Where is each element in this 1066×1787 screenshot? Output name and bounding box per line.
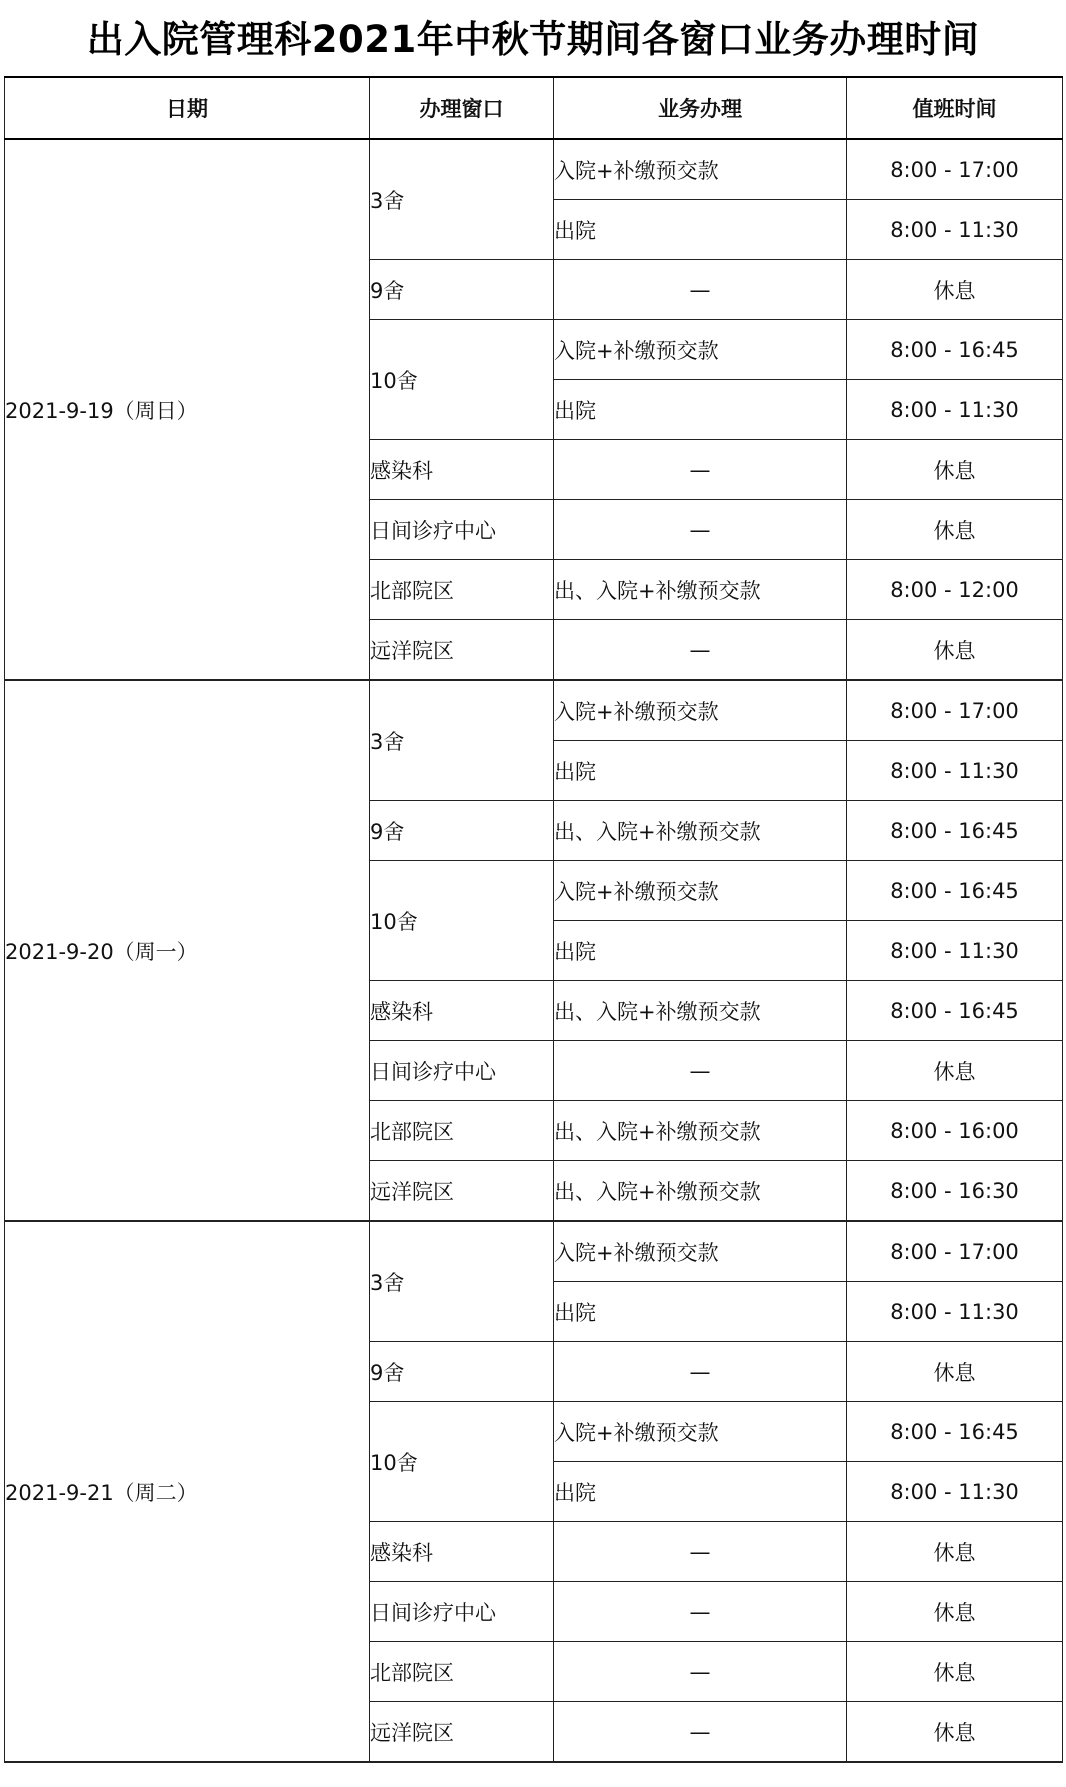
table-row <box>5 139 1063 200</box>
duty-time-cell: 休息 <box>847 440 1063 500</box>
duty-time-cell: 休息 <box>847 1342 1063 1402</box>
window-cell: 北部院区 <box>370 560 554 620</box>
table-row <box>5 680 1063 741</box>
duty-time-cell: 8:00 - 11:30 <box>847 1282 1063 1342</box>
business-cell: 出院 <box>554 1282 847 1342</box>
window-cell: 10舍 <box>370 320 554 440</box>
duty-time-cell: 8:00 - 11:30 <box>847 1462 1063 1522</box>
day-group <box>5 139 1063 680</box>
duty-time-cell: 8:00 - 11:30 <box>847 200 1063 260</box>
business-cell: 入院+补缴预交款 <box>554 320 847 380</box>
duty-time-cell: 8:00 - 16:45 <box>847 861 1063 921</box>
duty-time-cell: 休息 <box>847 500 1063 560</box>
duty-time-cell: 休息 <box>847 1522 1063 1582</box>
header-business: 业务办理 <box>554 77 847 139</box>
window-cell: 日间诊疗中心 <box>370 1582 554 1642</box>
duty-time-cell: 8:00 - 16:45 <box>847 801 1063 861</box>
business-cell: — <box>554 1522 847 1582</box>
duty-time-cell: 8:00 - 16:00 <box>847 1101 1063 1161</box>
duty-time-cell: 休息 <box>847 1642 1063 1702</box>
window-cell: 9舍 <box>370 1342 554 1402</box>
business-cell: 出院 <box>554 921 847 981</box>
business-cell: 出、入院+补缴预交款 <box>554 981 847 1041</box>
business-cell: 入院+补缴预交款 <box>554 1402 847 1462</box>
window-cell: 日间诊疗中心 <box>370 500 554 560</box>
business-cell: — <box>554 440 847 500</box>
window-cell: 3舍 <box>370 680 554 801</box>
schedule-table <box>4 76 1063 1763</box>
business-cell: 出、入院+补缴预交款 <box>554 1161 847 1222</box>
window-cell: 感染科 <box>370 440 554 500</box>
header-window: 办理窗口 <box>370 77 554 139</box>
business-cell: 入院+补缴预交款 <box>554 139 847 200</box>
business-cell: 入院+补缴预交款 <box>554 1221 847 1282</box>
header-row <box>5 77 1063 139</box>
business-cell: 出院 <box>554 200 847 260</box>
window-cell: 北部院区 <box>370 1642 554 1702</box>
business-cell: 入院+补缴预交款 <box>554 861 847 921</box>
duty-time-cell: 休息 <box>847 1582 1063 1642</box>
window-cell: 远洋院区 <box>370 620 554 681</box>
window-cell: 感染科 <box>370 1522 554 1582</box>
duty-time-cell: 休息 <box>847 620 1063 681</box>
date-cell: 2021-9-20（周一） <box>5 680 370 1221</box>
business-cell: 出、入院+补缴预交款 <box>554 560 847 620</box>
table-row <box>5 1221 1063 1282</box>
business-cell: 入院+补缴预交款 <box>554 680 847 741</box>
window-cell: 9舍 <box>370 260 554 320</box>
window-cell: 9舍 <box>370 801 554 861</box>
business-cell: — <box>554 1642 847 1702</box>
window-cell: 3舍 <box>370 139 554 260</box>
window-cell: 远洋院区 <box>370 1161 554 1222</box>
duty-time-cell: 8:00 - 16:30 <box>847 1161 1063 1222</box>
header-date: 日期 <box>5 77 370 139</box>
window-cell: 10舍 <box>370 861 554 981</box>
table-header <box>5 77 1063 139</box>
duty-time-cell: 8:00 - 11:30 <box>847 741 1063 801</box>
day-group <box>5 680 1063 1221</box>
duty-time-cell: 8:00 - 16:45 <box>847 320 1063 380</box>
duty-time-cell: 8:00 - 12:00 <box>847 560 1063 620</box>
header-duty-time: 值班时间 <box>847 77 1063 139</box>
duty-time-cell: 休息 <box>847 1702 1063 1763</box>
duty-time-cell: 8:00 - 16:45 <box>847 1402 1063 1462</box>
window-cell: 北部院区 <box>370 1101 554 1161</box>
date-cell: 2021-9-21（周二） <box>5 1221 370 1762</box>
business-cell: — <box>554 500 847 560</box>
business-cell: — <box>554 1342 847 1402</box>
business-cell: 出院 <box>554 380 847 440</box>
window-cell: 3舍 <box>370 1221 554 1342</box>
duty-time-cell: 8:00 - 17:00 <box>847 139 1063 200</box>
business-cell: — <box>554 620 847 681</box>
duty-time-cell: 8:00 - 11:30 <box>847 921 1063 981</box>
document <box>0 0 1066 76</box>
duty-time-cell: 8:00 - 17:00 <box>847 1221 1063 1282</box>
business-cell: 出院 <box>554 1462 847 1522</box>
duty-time-cell: 8:00 - 17:00 <box>847 680 1063 741</box>
duty-time-cell: 休息 <box>847 1041 1063 1101</box>
duty-time-cell: 8:00 - 11:30 <box>847 380 1063 440</box>
business-cell: — <box>554 1582 847 1642</box>
bottom-margin <box>0 1770 1066 1787</box>
window-cell: 远洋院区 <box>370 1702 554 1763</box>
business-cell: 出院 <box>554 741 847 801</box>
business-cell: 出、入院+补缴预交款 <box>554 1101 847 1161</box>
duty-time-cell: 8:00 - 16:45 <box>847 981 1063 1041</box>
business-cell: 出、入院+补缴预交款 <box>554 801 847 861</box>
window-cell: 10舍 <box>370 1402 554 1522</box>
window-cell: 日间诊疗中心 <box>370 1041 554 1101</box>
page-title: 出入院管理科2021年中秋节期间各窗口业务办理时间 <box>86 18 980 61</box>
window-cell: 感染科 <box>370 981 554 1041</box>
date-cell: 2021-9-19（周日） <box>5 139 370 680</box>
day-group <box>5 1221 1063 1762</box>
duty-time-cell: 休息 <box>847 260 1063 320</box>
business-cell: — <box>554 1702 847 1763</box>
business-cell: — <box>554 1041 847 1101</box>
business-cell: — <box>554 260 847 320</box>
